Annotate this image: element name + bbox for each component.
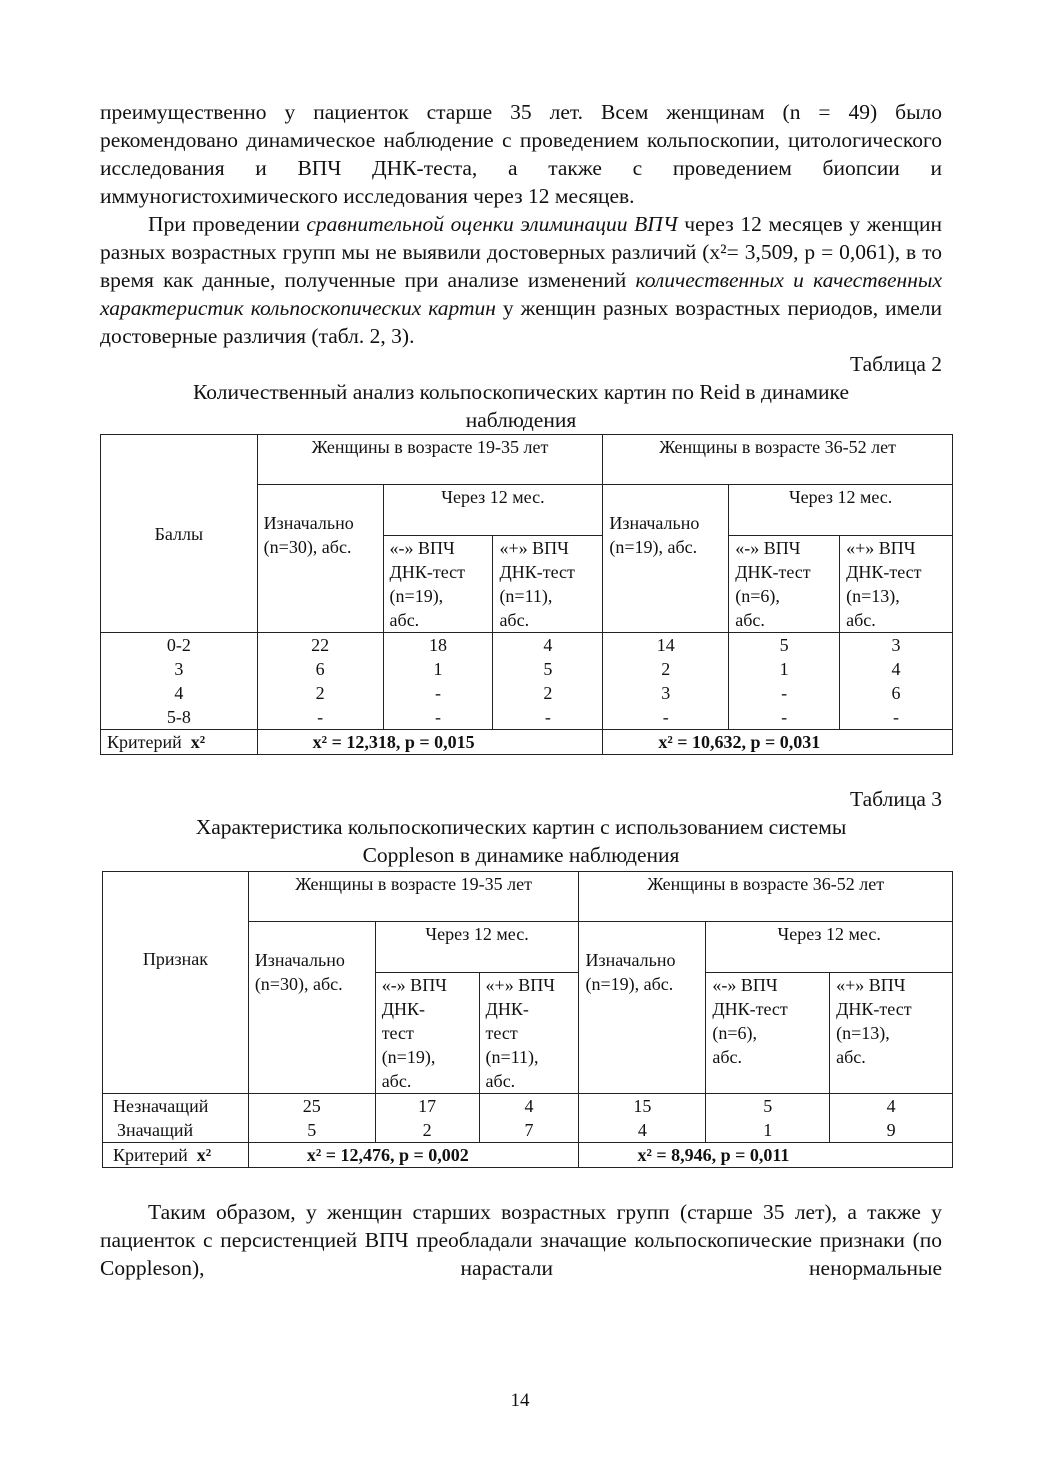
table-2-number: Таблица 2 xyxy=(850,352,942,376)
table-cell: 5-8 xyxy=(166,707,191,727)
paragraph-2-text-a: При проведении xyxy=(148,212,307,236)
table-3-number: Таблица 3 xyxy=(850,787,942,811)
table-2-criterion-g1: x² = 12,318, p = 0,015 xyxy=(257,730,603,755)
table-2-col-g1-initial xyxy=(257,633,383,730)
table-3-pos-g1-line: абс. xyxy=(485,1071,516,1091)
paragraph-2-text-e: у женщин разных возрастных периодов, имели достоверные различия (табл. 2, 3). xyxy=(100,296,942,348)
table-cell: - xyxy=(662,707,669,727)
table-2-group-2: Женщины в возрасте 36-52 лет xyxy=(603,435,953,485)
table-3-neg-g1-line: ДНК- xyxy=(381,999,425,1019)
table-cell: - xyxy=(317,707,324,727)
table-2-initial-g2 xyxy=(603,485,729,633)
table-3-pos-g1-line: тест xyxy=(485,1023,518,1043)
table-cell: 4 xyxy=(543,635,553,655)
table-cell: 6 xyxy=(891,683,901,703)
table-cell: 25 xyxy=(302,1096,321,1116)
table-cell: 18 xyxy=(428,635,447,655)
table-cell: 15 xyxy=(633,1096,652,1116)
table-2-row-labels xyxy=(101,633,258,730)
table-2-initial-g1 xyxy=(257,485,383,633)
table-2-pos-g1-line: (n=11), xyxy=(499,586,553,606)
table-3-col-g1-initial xyxy=(248,1094,375,1143)
table-cell: 2 xyxy=(661,659,671,679)
table-3-pos-g2-line: ДНК-тест xyxy=(836,999,912,1019)
table-3-col-g1-pos xyxy=(479,1094,579,1143)
table-cell: 1 xyxy=(433,659,443,679)
table-3-criterion-g1: x² = 12,476, p = 0,002 xyxy=(248,1143,579,1168)
table-cell: 2 xyxy=(422,1120,432,1140)
table-3-neg-g2 xyxy=(706,973,830,1094)
table-3-initial-g1-line-2: (n=30), абс. xyxy=(254,974,343,994)
table-3-pos-g2-line: (n=13), xyxy=(836,1023,890,1043)
table-2-initial-g2-line-2: (n=19), абс. xyxy=(609,537,698,557)
table-3-after-12-g2: Через 12 мес. xyxy=(706,922,953,973)
table-2-pos-g2 xyxy=(840,536,953,633)
table-3-neg-g2-line: абс. xyxy=(712,1047,742,1067)
table-cell: 5 xyxy=(779,635,789,655)
table-cell: 17 xyxy=(418,1096,437,1116)
table-2-after-12-g2: Через 12 мес. xyxy=(729,485,953,536)
table-2-criterion-label xyxy=(101,730,258,755)
table-cell: 14 xyxy=(656,635,675,655)
criterion-symbol: x² xyxy=(190,732,206,752)
table-2-col-g2-pos xyxy=(840,633,953,730)
paragraph-2-italic-a: сравнительной оценки элиминации ВПЧ xyxy=(306,212,678,236)
table-2-pos-g1-line: «+» ВПЧ xyxy=(499,538,569,558)
table-3-col-g1-neg xyxy=(375,1094,479,1143)
table-2-col-g1-pos xyxy=(493,633,603,730)
table-cell: - xyxy=(544,707,551,727)
table-3-initial-g2-line-1: Изначально xyxy=(585,950,676,970)
table-2-initial-g2-line-1: Изначально xyxy=(609,513,700,533)
table-2-pos-g2-line: (n=13), xyxy=(846,586,900,606)
table-cell: 22 xyxy=(311,635,330,655)
paragraph-2 xyxy=(100,210,942,350)
table-2-pos-g2-line: «+» ВПЧ xyxy=(846,538,916,558)
table-cell: 1 xyxy=(763,1120,773,1140)
table-2-col-g2-initial xyxy=(603,633,729,730)
table-cell: 4 xyxy=(174,683,184,703)
table-cell: 4 xyxy=(891,659,901,679)
table-3-pos-g1-line: (n=11), xyxy=(485,1047,539,1067)
table-3-pos-g2-line: «+» ВПЧ xyxy=(836,975,906,995)
table-2-after-12-g1: Через 12 мес. xyxy=(383,485,603,536)
table-cell: - xyxy=(434,707,441,727)
criterion-symbol: x² xyxy=(196,1145,212,1165)
page-body xyxy=(100,98,942,1282)
table-2-criterion-g2: x² = 10,632, p = 0,031 xyxy=(603,730,953,755)
table-3-initial-g2-line-2: (n=19), абс. xyxy=(585,974,674,994)
paragraph-1: преимущественно у пациенток старше 35 лет. Всем женщинам (n = 49) было рекомендовано динамическое наблюдение с проведением кольпоскопии, цитологического исследования и ВПЧ ДНК-теста, а также с проведением биопсии и иммуногистохимического исследования через 12 месяцев. xyxy=(100,100,942,208)
table-3-pos-g1-line: «+» ВПЧ xyxy=(485,975,555,995)
table-2-initial-g1-line-2: (n=30), абс. xyxy=(263,537,352,557)
table-3-initial-g1 xyxy=(248,922,375,1094)
table-cell: 2 xyxy=(315,683,325,703)
table-2-col-g2-neg xyxy=(729,633,840,730)
table-2-neg-g1-line: «-» ВПЧ xyxy=(389,538,455,558)
table-cell: 3 xyxy=(661,683,671,703)
table-cell: 4 xyxy=(524,1096,534,1116)
table-3-neg-g1-line: (n=19), xyxy=(381,1047,436,1067)
table-2-neg-g1-line: (n=19), xyxy=(389,586,444,606)
table-cell: Значащий xyxy=(117,1120,194,1140)
table-3-neg-g2-line: (n=6), xyxy=(712,1023,757,1043)
table-2-initial-g1-line-1: Изначально xyxy=(263,513,354,533)
table-3-group-1: Женщины в возрасте 19-35 лет xyxy=(248,872,579,922)
table-cell: 4 xyxy=(886,1096,896,1116)
table-2 xyxy=(100,434,953,755)
table-2-neg-g2-line: (n=6), xyxy=(735,586,780,606)
paragraph-3: Таким образом, у женщин старших возрастных групп (старше 35 лет), а также у пациенток с персистенцией ВПЧ преобладали значащие кольпоскопические признаки (по Coppleson), нарастали ненормальные xyxy=(100,1200,942,1280)
table-cell: 3 xyxy=(174,659,184,679)
table-3-col-g2-initial xyxy=(579,1094,706,1143)
table-3-neg-g1-line: абс. xyxy=(381,1071,412,1091)
table-cell: 7 xyxy=(524,1120,534,1140)
table-cell: 5 xyxy=(307,1120,317,1140)
table-cell: - xyxy=(781,683,788,703)
paragraph-2-italic-b: количественных и качественных характеристик кольпоскопических картин xyxy=(100,268,942,320)
table-2-neg-g1-line: ДНК-тест xyxy=(389,562,465,582)
page-number: 14 xyxy=(510,1390,530,1411)
table-2-pos-g1-line: абс. xyxy=(499,610,530,630)
table-3-neg-g1-line: тест xyxy=(381,1023,414,1043)
table-cell: Незначащий xyxy=(113,1096,209,1116)
table-3-neg-g2-line: ДНК-тест xyxy=(712,999,788,1019)
table-2-neg-g1 xyxy=(383,536,493,633)
table-cell: 0-2 xyxy=(166,635,191,655)
paragraph-2-text-c: через 12 месяцев у женщин разных возрастных групп мы не выявили достоверных различий (x²= 3,509, p = 0,061), в то время как данные, полученные при анализе изменений xyxy=(100,212,942,292)
table-3-pos-g2 xyxy=(830,973,953,1094)
table-2-pos-g2-line: ДНК-тест xyxy=(846,562,922,582)
criterion-label-text: Критерий xyxy=(113,1145,188,1165)
table-3-col-g2-neg xyxy=(706,1094,830,1143)
table-3-pos-g1 xyxy=(479,973,579,1094)
table-cell: - xyxy=(893,707,900,727)
table-2-pos-g1-line: ДНК-тест xyxy=(499,562,575,582)
table-2-neg-g1-line: абс. xyxy=(389,610,420,630)
table-3-title: Характеристика кольпоскопических картин с использованием системы Coppleson в динамике наблюдения xyxy=(195,815,847,867)
table-cell: 5 xyxy=(763,1096,773,1116)
table-3-after-12-g1: Через 12 мес. xyxy=(375,922,579,973)
table-3-col-g2-pos xyxy=(830,1094,953,1143)
table-cell: 4 xyxy=(637,1120,647,1140)
criterion-label-text: Критерий xyxy=(107,732,182,752)
table-2-neg-g2-line: «-» ВПЧ xyxy=(735,538,801,558)
table-3-neg-g1-line: «-» ВПЧ xyxy=(381,975,447,995)
table-2-pos-g2-line: абс. xyxy=(846,610,876,630)
table-3-row-labels xyxy=(103,1094,249,1143)
table-3-initial-g1-line-1: Изначально xyxy=(254,950,345,970)
table-3-pos-g2-line: абс. xyxy=(836,1047,866,1067)
table-2-row-header: Баллы xyxy=(101,435,258,633)
table-2-pos-g1 xyxy=(493,536,603,633)
table-3-neg-g2-line: «-» ВПЧ xyxy=(712,975,778,995)
table-cell: 6 xyxy=(315,659,325,679)
table-3-pos-g1-line: ДНК- xyxy=(485,999,529,1019)
table-2-neg-g2-line: ДНК-тест xyxy=(735,562,811,582)
table-2-group-1: Женщины в возрасте 19-35 лет xyxy=(257,435,603,485)
table-2-neg-g2 xyxy=(729,536,840,633)
table-3-criterion-label xyxy=(103,1143,249,1168)
table-2-title: Количественный анализ кольпоскопических картин по Reid в динамике наблюдения xyxy=(192,380,849,432)
table-3-group-2: Женщины в возрасте 36-52 лет xyxy=(579,872,953,922)
table-2-neg-g2-line: абс. xyxy=(735,610,765,630)
table-3-row-header: Признак xyxy=(103,872,249,1094)
table-cell: 2 xyxy=(543,683,553,703)
table-cell: - xyxy=(781,707,788,727)
table-cell: 1 xyxy=(779,659,789,679)
table-cell: 9 xyxy=(886,1120,896,1140)
table-cell: 3 xyxy=(891,635,901,655)
table-3 xyxy=(102,871,953,1168)
table-3-initial-g2 xyxy=(579,922,706,1094)
table-3-criterion-g2: x² = 8,946, p = 0,011 xyxy=(579,1143,953,1168)
table-2-col-g1-neg xyxy=(383,633,493,730)
table-cell: 5 xyxy=(543,659,553,679)
table-cell: - xyxy=(434,683,441,703)
table-3-neg-g1 xyxy=(375,973,479,1094)
